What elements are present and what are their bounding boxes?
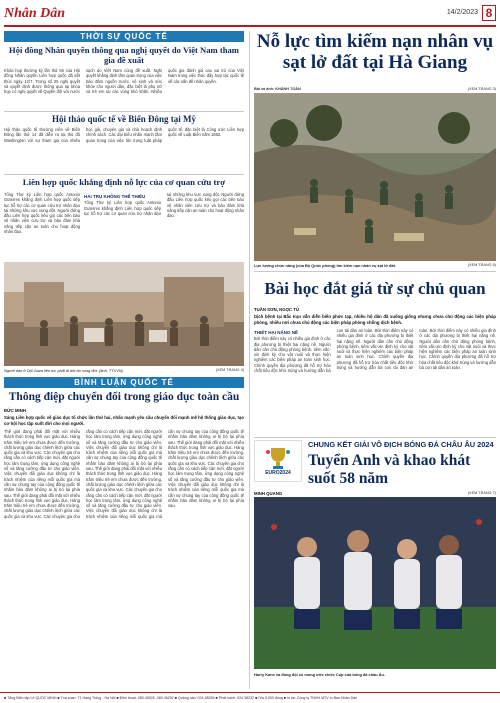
- see-page-link[interactable]: (XEM TRANG 6): [467, 263, 496, 267]
- article-title[interactable]: Bài học đắt giá từ sự chủ quan: [264, 279, 486, 298]
- article-body: [254, 328, 496, 408]
- article-title[interactable]: Tuyển Anh và khao khát suốt 58 năm: [308, 452, 471, 487]
- gaza-photo: [4, 262, 244, 366]
- article-title[interactable]: Hội đồng Nhân quyền thông qua nghị quyết do Việt Nam tham gia đề xuất: [9, 45, 239, 65]
- article-lead: Sáng Liên hợp quốc về giáo dục tổ chức lần thứ hai, nhấn mạnh yêu cầu chuyển đổi mạnh mẽ hệ thống giáo dục, tạo cơ hội học tập suốt đời cho mọi người.: [4, 415, 244, 426]
- article-ha-giang: [254, 31, 496, 73]
- article-body-text: Bởi thời điểm này có nhiều gia đình ở các địa phương bị thiệt hại nặng nề. Người dân cần chủ động phòng bệnh, tiêm vắc-xin định kỳ cho vật nuôi và thực hiện nghiêm các biện pháp an toàn sinh học. Chính quyền địa phương đã hỗ trợ hóa chất tiêu độc khử trùng và hướng dẫn bà con tái đàn an toàn.: [336, 328, 429, 371]
- article-title[interactable]: Hội thảo quốc tế về Biển Đông tại Mỹ: [52, 114, 196, 124]
- page-footer: ■ Tổng Biên tập Lê QUỐC MINH ■ Tòa soạn: 71 Hàng Trống - Hà Nội ■ Điện thoại: 080.45025, 080.46252 ■ Quảng cáo: 024.38256 ■ Phát hành: 024.38232 ■ Giá 5.000 đồng ■ In tại: Công ty TNHH MTV In Báo Nhân Dân: [0, 692, 500, 703]
- article-title[interactable]: Nỗ lực tìm kiếm nạn nhân vụ sạt lở đất tại Hà Giang: [256, 31, 494, 73]
- divider: [4, 111, 244, 112]
- divider: [4, 174, 244, 175]
- page-number: 8: [482, 5, 496, 21]
- article-subhead: THIẾT HẠI NẶNG NỀ: [254, 330, 299, 335]
- article-lesson: [254, 279, 496, 408]
- article-body-text: Bởi thời điểm này có nhiều gia đình ở các địa phương bị thiệt hại nặng nề. Người dân cần chủ động phòng bệnh, tiêm vắc-xin định kỳ cho vật nuôi và thực hiện nghiêm các biện pháp an toàn sinh học. Chính quyền địa phương đã hỗ trợ hóa chất tiêu độc khử trùng và hướng dẫn bà con tái đàn an toàn.: [254, 328, 374, 374]
- article-byline: TUẤN SƠN, NGỌC TÚ: [254, 307, 299, 312]
- trophy-icon: [265, 446, 291, 470]
- article-education: [4, 391, 244, 657]
- photo-caption: Harry Kane và đồng đội có mong ước chiếc Cúp của bóng đá châu Âu.: [254, 672, 385, 677]
- see-page-link[interactable]: (XEM TRANG 4): [215, 368, 244, 372]
- article-body-text: Thế giới đang phải đối mặt với nhiều thách thức trong lĩnh vực giáo dục. Hàng trăm triệu trẻ em chưa được đến trường, chất lượng giáo dục chênh lệch giữa các quốc gia và khu vực. Các chuyên gia cho rằng cần có cách tiếp cận mới, đặt người học làm trung tâm, ứng dụng công nghệ số và tăng cường đầu tư cho giáo viên. Việc chuyển đổi giáo dục không chỉ là trách nhiệm của riêng mỗi quốc gia mà cần sự chung tay của cộng đồng quốc tế nhằm bảo đảm không ai bị bỏ lại phía sau.: [4, 429, 80, 498]
- article-body-text: Thế giới đang phải đối mặt với nhiều thách thức trong lĩnh vực giáo dục. Hàng trăm triệu trẻ em chưa được đến trường, chất lượng giáo dục chênh lệch giữa các quốc gia và khu vực. Các chuyên gia cho rằng cần có cách tiếp cận mới, đặt người học làm trung tâm, ứng dụng công nghệ số và tăng cường đầu tư cho giáo viên. Việc chuyển đổi giáo dục không chỉ là trách nhiệm của riêng mỗi quốc gia mà cần sự chung tay của cộng đồng quốc tế nhằm bảo đảm không ai bị bỏ lại phía sau.: [168, 439, 244, 509]
- see-page-link[interactable]: (XEM TRANG 7): [467, 491, 496, 495]
- article-euro: [254, 440, 496, 496]
- article-credit: Bài và ảnh: KHÁNH TOÀN: [254, 87, 301, 91]
- article-body-text: Thế giới đang phải đối mặt với nhiều thách thức trong lĩnh vực giáo dục. Hàng trăm triệu trẻ em chưa được đến trường, chất lượng giáo dục chênh lệch giữa các quốc gia và khu vực. Các chuyên gia cho rằng cần có cách tiếp cận mới, đặt người học làm trung tâm, ứng dụng công nghệ số và tăng cường đầu tư cho giáo viên. Việc chuyển đổi giáo dục không chỉ là trách nhiệm của riêng mỗi quốc gia mà cần sự chung tay của cộng đồng quốc tế nhằm bảo đảm không ai bị bỏ lại phía sau.: [4, 429, 162, 519]
- rescue-photo: [254, 93, 496, 261]
- article-body: Tổng Thư ký Liên hợp quốc Antonio Guterres khẳng định Liên hợp quốc tiếp tục hỗ trợ các cơ quan cứu trợ nhân đạo tại những khu vực xung đột. Người đứng đầu Liên hợp quốc kêu gọi các bên bảo vệ nhân viên cứu trợ và bảo đảm khả năng tiếp cận an toàn cho hoạt động nhân đạo.: [4, 192, 80, 235]
- section-banner-intl: THỜI SỰ QUỐC TẾ: [4, 31, 244, 42]
- article-body: Khóa họp thường kỳ lần thứ 56 của Hội đồng Nhân quyền Liên hợp quốc đã kết thúc ngày 12/7. Trong số 25 nghị quyết và quyết định được thông qua tại khóa họp có nghị quyết về Quyền đối với nước sạch do Việt Nam cùng đề xuất. Nghị quyết khẳng định tầm quan trọng của việc bảo đảm nguồn nước, vệ sinh và sức khỏe cho người dân, đặc biệt là phụ nữ và trẻ em tại các vùng khó khăn. Nhiều quốc gia đánh giá cao vai trò của Việt Nam trong việc thúc đẩy hợp tác quốc tế về các vấn đề nhân quyền.: [4, 68, 244, 95]
- article-body: [4, 429, 244, 657]
- see-page-link[interactable]: (XEM TRANG 3): [467, 87, 496, 91]
- photo-caption: Lực lượng chức năng (của Bộ Quốc phòng) tìm kiếm nạn nhân vụ sạt lở đất.: [254, 263, 396, 268]
- article-un-aid: [4, 177, 244, 187]
- page-header: [4, 3, 496, 27]
- article-east-sea: [4, 114, 244, 169]
- article-subhead: HAI TRỤ KHÔNG THỂ THIẾU: [84, 194, 146, 199]
- article-title[interactable]: Liên hợp quốc khẳng định nỗ lực của cơ quan cứu trợ: [22, 177, 226, 187]
- newspaper-logo: Nhân Dân: [4, 6, 66, 21]
- article-lead: Dịch bệnh tại Bắc Kạn vẫn diễn biến phức tạp, nhiều hộ dân đã xuống giống nhưng chưa chủ động các biện pháp phòng, nhiều nơi chưa chủ động các biện pháp phòng chống dịch bệnh.: [254, 314, 496, 325]
- sport-kicker: CHUNG KẾT GIẢI VÔ ĐỊCH BÓNG ĐÁ CHÂU ÂU 2024: [308, 440, 494, 449]
- article-body-text: Bởi thời điểm này có nhiều gia đình ở các địa phương bị thiệt hại nặng nề. Người dân cần chủ động phòng bệnh, tiêm vắc-xin định kỳ cho vật nuôi và thực hiện nghiêm các biện pháp an toàn sinh học. Chính quyền địa phương đã hỗ trợ hóa chất tiêu độc khử trùng và hướng dẫn bà con tái đàn an toàn.: [419, 328, 496, 371]
- section-banner-comment: BÌNH LUẬN QUỐC TẾ: [4, 377, 244, 388]
- article-body-cols: [84, 192, 244, 260]
- photo-caption: Người dân ở Dải Gaza liên tục phải di dời do xung đột. (ảnh: TTXVN): [4, 368, 123, 373]
- england-team-photo: [254, 497, 496, 669]
- euro-logo-text: EURO2024: [265, 470, 291, 476]
- article-body: Hội thảo quốc tế thường niên về Biển Đông lần thứ 14 đã diễn ra tại thủ đô Washington với sự tham gia của nhiều học giả, chuyên gia và nhà hoạch định chính sách. Các đại biểu nhấn mạnh tầm quan trọng của việc tôn trọng luật pháp quốc tế, đặc biệt là Công ước Liên hợp quốc về Luật Biển năm 1982.: [4, 127, 244, 143]
- article-body-text: Tổng Thư ký Liên hợp quốc Antonio Guterres khẳng định Liên hợp quốc tiếp tục hỗ trợ các cơ quan cứu trợ nhân đạo tại những khu vực xung đột. Người đứng đầu Liên hợp quốc kêu gọi các bên bảo vệ nhân viên cứu trợ và bảo đảm khả năng tiếp cận an toàn cho hoạt động nhân đạo.: [84, 192, 244, 219]
- article-body-text: Thế giới đang phải đối mặt với nhiều thách thức trong lĩnh vực giáo dục. Hàng trăm triệu trẻ em chưa được đến trường, chất lượng giáo dục chênh lệch giữa các quốc gia và khu vực. Các chuyên gia cho rằng cần có cách tiếp cận mới, đặt người học làm trung tâm, ứng dụng công nghệ số và tăng cường đầu tư cho giáo viên. Việc chuyển đổi giáo dục không chỉ là trách nhiệm của riêng mỗi quốc gia mà cần sự chung tay của cộng đồng quốc tế nhằm bảo đảm không ai bị bỏ lại phía sau.: [86, 429, 244, 519]
- divider: [254, 437, 496, 438]
- article-byline: ĐỨC MINH: [4, 408, 26, 413]
- article-title[interactable]: Thông điệp chuyển đổi trong giáo dục toàn cầu: [8, 391, 240, 403]
- column-divider: [249, 31, 250, 689]
- issue-date: 14/2/2023: [446, 9, 478, 16]
- article-human-rights: [4, 45, 244, 116]
- euro-logo: [254, 440, 302, 482]
- article-body: [84, 192, 244, 260]
- divider: [254, 271, 496, 272]
- article-byline: MINH QUANG: [254, 491, 283, 496]
